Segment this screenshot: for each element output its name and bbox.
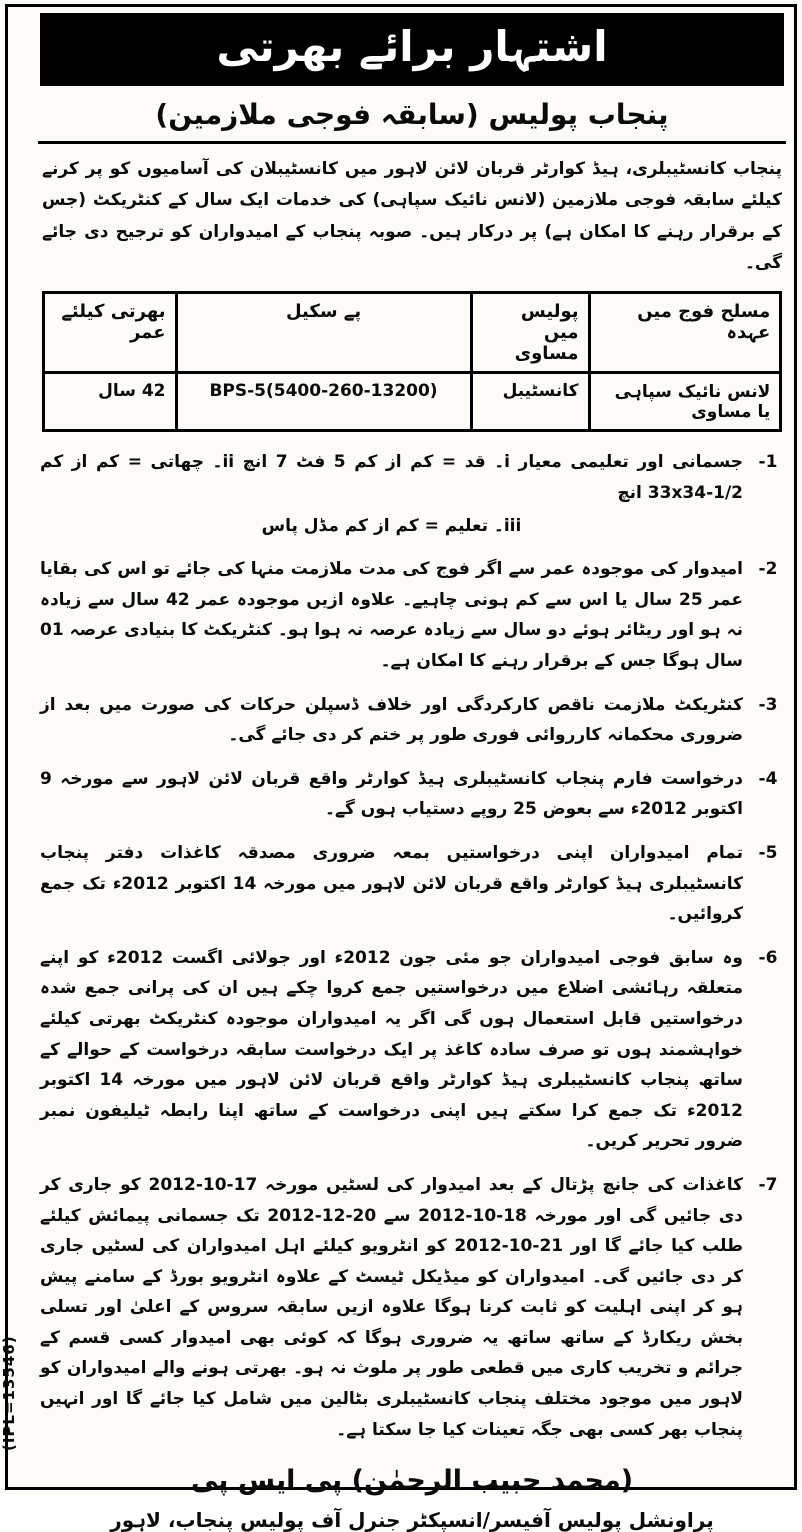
item-number: -7 xyxy=(758,1174,778,1195)
table-row xyxy=(43,373,781,431)
list-item xyxy=(38,545,786,680)
table-cell-army-rank: لانس نائیک سپاہی یا مساوی xyxy=(589,373,781,431)
item-text: جسمانی اور تعلیمی معیار i۔ قد = کم از کم 5 فٹ 7 انچ ii۔ چھاتی = کم از کم 33x34-1/2 انچ xyxy=(40,452,743,504)
intro-paragraph: پنجاب کانسٹیبلری، ہیڈ کوارٹر قربان لائن لاہور میں کانسٹیبلان کی آسامیوں کو پر کرنے کیلئے سابقہ فوجی ملازمین (لانس نائیک سپاہی) کی خدمات ایک سال کے کنٹریکٹ (جس کے برقرار رہنے کا امکان ہے) پر درکار ہیں۔ صوبہ پنجاب کے امیدواران کو ترجیح دی جائے گی۔ xyxy=(42,158,782,273)
item-number: -4 xyxy=(758,768,778,789)
banner xyxy=(40,13,784,86)
list-item xyxy=(38,934,786,1161)
item-text: امیدوار کی موجودہ عمر سے اگر فوج کی مدت ملازمت منہا کی جائے تو اس کی بقایا عمر 25 سال یا اس سے کم ہونی چاہیے۔ علاوہ ازیں موجودہ عمر 42 سال سے زیادہ نہ ہو اور ریٹائر ہوئے دو سال سے زیادہ عرصہ نہ ہوا ہو۔ کنٹریکٹ کا بنیادی عرصہ 01 سال ہوگا جس کے برقرار رہنے کا امکان ہے۔ xyxy=(40,559,743,671)
list-item xyxy=(38,755,786,829)
item-text: کنٹریکٹ ملازمت ناقص کارکردگی اور خلاف ڈسپلن حرکات کی صورت میں بعد از ضروری محکمانہ کارروائی فوری طور پر ختم کر دی جائے گی۔ xyxy=(40,694,743,746)
table-header-pay-scale: پے سکیل xyxy=(176,293,471,373)
item-text: درخواست فارم پنجاب کانسٹیبلری ہیڈ کوارٹر واقع قربان لائن لاہور سے مورخہ 9 اکتوبر 2012ء سے بعوض 25 روپے دستیاب ہوں گے۔ xyxy=(40,768,743,820)
table-header-age: بھرتی کیلئے عمر xyxy=(43,293,176,373)
item-number: -2 xyxy=(758,559,778,580)
signature-block xyxy=(38,1465,786,1532)
list-item xyxy=(38,1161,786,1449)
list-item xyxy=(38,438,786,545)
list-item xyxy=(38,829,786,934)
item-subline: iii۔ تعلیم = کم از کم مڈل پاس xyxy=(261,515,522,536)
signature-title: پراونشل پولیس آفیسر/انسپکٹر جنرل آف پولیس پنجاب، لاہور xyxy=(110,1508,714,1532)
item-number: -5 xyxy=(758,842,778,863)
item-text: تمام امیدواران اپنی درخواستیں بمعہ ضروری مصدقہ کاغذات دفتر پنجاب کانسٹیبلری ہیڈ کوارٹر واقع قربان لائن لاہور میں مورخہ 14 اکتوبر 2012ء تک جمع کروائیں۔ xyxy=(40,842,743,925)
table-cell-police-equivalent: کانسٹیبل xyxy=(471,373,589,431)
table-header-row xyxy=(43,293,781,373)
item-text: وہ سابق فوجی امیدواران جو مئی جون 2012ء اور جولائی اگست 2012ء کو اپنے متعلقہ رہائشی اضلاع میں درخواستیں جمع کروا چکے ہیں ان کی پرانی جمع شدہ درخواستیں قابل استعمال ہوں گی اگر یہ امیدواران موجودہ کنٹریکٹ بھرتی کیلئے خواہشمند ہوں تو صرف سادہ کاغذ پر ایک درخواست سابقہ درخواست کے حوالے کے ساتھ پنجاب کانسٹیبلری ہیڈ کوارٹر واقع قربان لائن لاہور میں مورخہ 14 اکتوبر 2012ء تک جمع کرا سکتے ہیں اپنی درخواست کے ساتھ اپنا رابطہ ٹیلیفون نمبر ضرور تحریر کریں۔ xyxy=(40,947,743,1152)
item-text: کاغذات کی جانچ پڑتال کے بعد امیدوار کی لسٹیں مورخہ 17-10-2012 کو جاری کر دی جائیں گی اور مورخہ 18-10-2012 سے 20-12-2012 تک جسمانی پیمائش کیلئے طلب کیا جائے گا اور 21-10-2012 کو انٹرویو کیلئے اہل امیدواران کی لسٹیں جاری کر دی جائیں گی۔ امیدواران کو میڈیکل ٹیسٹ کے علاوہ انٹرویو بورڈ کے سامنے پیش ہو کر اپنی اہلیت کو ثابت کرنا ہوگا علاوہ ازیں سابقہ سروس کے اعلیٰ اور تسلی بخش ریکارڈ کے ساتھ ساتھ یہ ضروری ہوگا کہ کوئی بھی امیدوار کسی قسم کے جرائم و تخریب کاری میں قطعی طور پر ملوث نہ ہو۔ بھرتی ہونے والے امیدواران کو لاہور میں موجود مختلف پنجاب کانسٹیبلری بٹالین میں شامل کیا جائے گا اور انہیں پنجاب بھر کسی بھی جگہ تعینات کیا جا سکتا ہے۔ xyxy=(40,1174,744,1440)
requirements-table xyxy=(42,291,783,432)
advertisement-frame xyxy=(0,4,797,1532)
table-cell-age: 42 سال xyxy=(43,373,176,431)
item-number: -3 xyxy=(758,694,778,715)
signature-name: (محمد حبیب الرحمٰن) پی ایس پی xyxy=(190,1465,634,1497)
item-number: -6 xyxy=(758,947,778,968)
table-header-police-equivalent: پولیس میں مساوی xyxy=(471,293,589,373)
table-header-army-rank: مسلح فوج میں عہدہ xyxy=(589,293,781,373)
reference-number: (IPL=13546) xyxy=(0,1335,18,1451)
list-item xyxy=(38,681,786,755)
banner-title: اشتہار برائے بھرتی xyxy=(216,22,608,71)
page-title: پنجاب پولیس (سابقہ فوجی ملازمین) xyxy=(38,86,786,144)
item-number: -1 xyxy=(758,452,778,473)
table-cell-pay-scale: BPS-5(5400-260-13200) xyxy=(176,373,471,431)
